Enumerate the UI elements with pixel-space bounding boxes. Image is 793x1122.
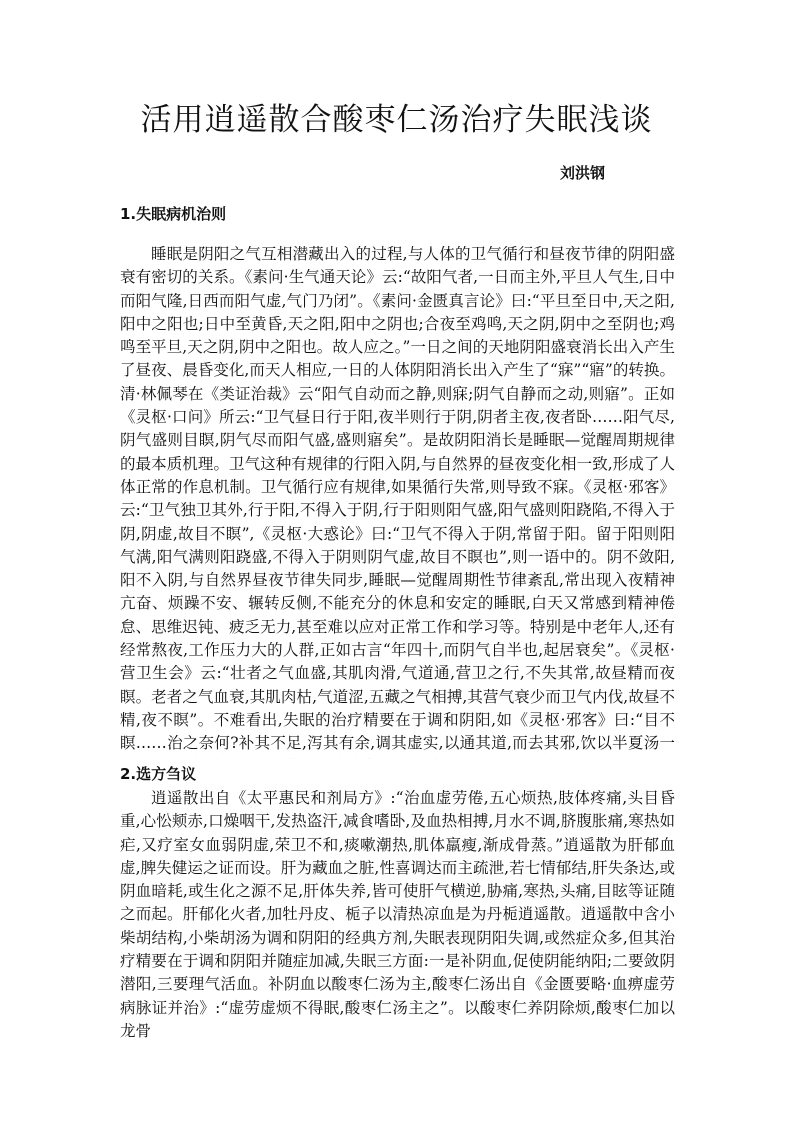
section-heading-2: 2.选方刍议 <box>120 765 197 783</box>
document-title: 活用逍遥散合酸枣仁汤治疗失眠浅谈 <box>140 102 653 138</box>
section-paragraph-1: 睡眠是阴阳之气互相潜藏出入的过程,与人体的卫气循行和昼夜节律的阴阳盛衰有密切的关系。《素问·生气通天论》云:“故阳气者,一日而主外,平旦人气生,日中而阳气隆,日西而阳气虚,气门乃闭”。《素问·金匮真言论》曰:“平旦至日中,天之阳,阳中之阳也;日中至黄昏,天之阳,阳中之阴也;合夜至鸡鸣,天之阴,阴中之至阴也;鸡鸣至平旦,天之阴,阴中之阳也。故人应之。”一日之间的天地阴阳盛衰消长出入产生了昼夜、晨昏变化,而天人相应,一日的人体阴阳消长出入产生了“寐”“寤”的转换。清·林佩琴在《类证治裁》云“阳气自动而之静,则寐;阴气自静而之动,则寤”。正如《灵枢·口问》所云:“卫气昼日行于阳,夜半则行于阴,阴者主夜,夜者卧……阳气尽,阴气盛则目瞑,阴气尽而阳气盛,盛则寤矣”。是故阴阳消长是睡眠—觉醒周期规律的最本质机理。卫气这种有规律的行阳入阴,与自然界的昼夜变化相一致,形成了人体正常的作息机制。卫气循行应有规律,如果循行失常,则导致不寐。《灵枢·邪客》云:“卫气独卫其外,行于阳,不得入于阴,行于阳则阳气盛,阳气盛则阳跷陷,不得入于阴,阴虚,故目不瞑”,《灵枢·大惑论》曰:“卫气不得入于阴,常留于阳。留于阳则阳气满,阳气满则阳跷盛,不得入于阴则阴气虚,故目不瞑也”,则一语中的。阴不敛阳,阳不入阴,与自然界昼夜节律失同步,睡眠—觉醒周期性节律紊乱,常出现入夜精神亢奋、烦躁不安、辗转反侧,不能充分的休息和安定的睡眠,白天又常感到精神倦怠、思维迟钝、疲乏无力,甚至难以应对正常工作和学习等。特别是中老年人,还有经常熬夜,工作压力大的人群,正如古言“年四十,而阴气自半也,起居衰矣”。《灵枢·营卫生会》云:“壮者之气血盛,其肌肉滑,气道通,营卫之行,不失其常,故昼精而夜瞑。老者之气血衰,其肌肉枯,气道涩,五藏之气相搏,其营气衰少而卫气内伐,故昼不精,夜不瞑”。不难看出,失眠的治疗精要在于调和阴阳,如《灵枢·邪客》曰:“目不瞑……治之奈何?补其不足,泻其有余,调其虚实,以通其道,而去其邪,饮以半夏汤一 <box>120 245 675 753</box>
section-paragraph-2: 逍遥散出自《太平惠民和剂局方》:“治血虚劳倦,五心烦热,肢体疼痛,头目昏重,心忪颊赤,口燥咽干,发热盗汗,减食嗜卧,及血热相搏,月水不调,脐腹胀痛,寒热如疟,又疗室女血弱阴虚,荣卫不和,痰嗽潮热,肌体羸瘦,渐成骨蒸。”逍遥散为肝郁血虚,脾失健运之证而设。肝为藏血之脏,性喜调达而主疏泄,若七情郁结,肝失条达,或阴血暗耗,或生化之源不足,肝体失养,皆可使肝气横逆,胁痛,寒热,头痛,目眩等证随之而起。肝郁化火者,加牡丹皮、栀子以清热凉血是为丹栀逍遥散。逍遥散中含小柴胡结构,小柴胡汤为调和阴阳的经典方剂,失眠表现阴阳失调,或然症众多,但其治疗精要在于调和阴阳并随症加减,失眠三方面:一是补阴血,促使阴能纳阳;二要敛阴潜阳,三要理气活血。补阴血以酸枣仁汤为主,酸枣仁汤出自《金匮要略·血痹虚劳病脉证并治》:“虚劳虚烦不得眠,酸枣仁汤主之”。以酸枣仁养阴除烦,酸枣仁加以龙骨 <box>120 789 675 1040</box>
section-heading-1: 1.失眠病机治则 <box>120 205 227 223</box>
author-name: 刘洪钢 <box>559 164 605 182</box>
